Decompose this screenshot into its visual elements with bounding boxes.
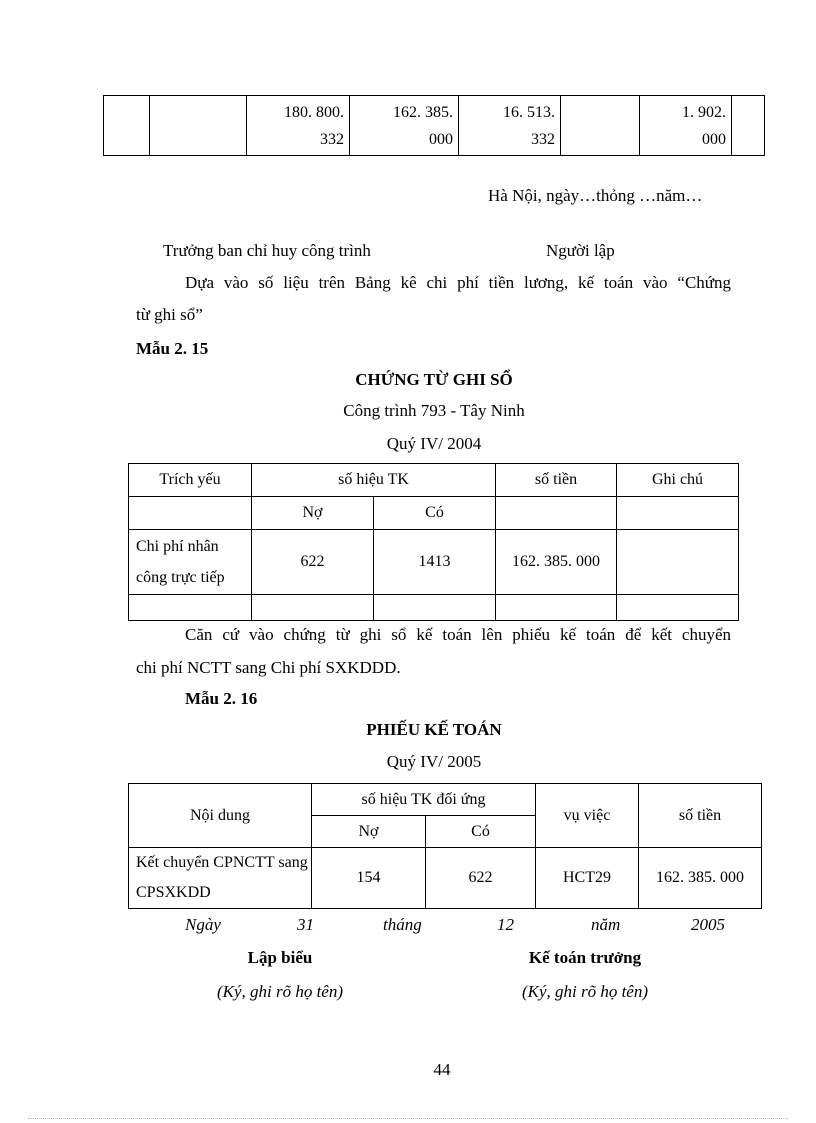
place-date: Hà Nội, ngày…thỏng …năm… [488,186,703,205]
header-credit: Có [426,816,536,848]
cell-total: 180. 800. 332 [247,96,350,156]
header-note: Ghi chú [617,464,739,497]
form-215-title: CHỨNG TỪ GHI SỔ [355,370,513,389]
row-credit: 1413 [374,530,496,595]
header-amount: số tiền [496,464,617,497]
signer-preparer: Người lập [546,241,615,260]
signer-chief: Trưởng ban chỉ huy công trình [163,241,371,260]
blank-cell [129,595,252,621]
paragraph-1-line-2: từ ghi sổ” [136,305,203,324]
page-number: 44 [433,1060,451,1079]
row-note [617,530,739,595]
paragraph-2-line-2: chi phí NCTT sang Chi phí SXKDDD. [136,658,401,677]
header-account: số hiệu TK [252,464,496,497]
signer-compiler-note: (Ký, ghi rõ họ tên) [216,982,344,1001]
row-case: HCT29 [536,848,639,909]
summary-totals-table [103,95,765,156]
cell-0 [104,96,150,156]
signer-chief-accountant-note: (Ký, ghi rõ họ tên) [521,982,649,1001]
header-case: vụ việc [536,784,639,848]
page-footer-rule [28,1118,788,1119]
header-credit: Có [374,497,496,530]
cell-salary: 162. 385. 000 [350,96,459,156]
row-summary: Chi phí nhân công trực tiếp [129,530,252,595]
accounting-slip-table [128,783,762,909]
header-debit: Nợ [312,816,426,848]
signer-chief-accountant-title: Kế toán trưởng [528,948,642,967]
cell-1 [150,96,247,156]
blank-cell [129,497,252,530]
date-month-label: tháng [383,915,422,934]
cell-5 [561,96,640,156]
row-content: Kết chuyển CPNCTT sang CPSXKDD [129,848,312,909]
blank-cell [252,595,374,621]
row-amount: 162. 385. 000 [496,530,617,595]
blank-cell [496,595,617,621]
blank-cell [374,595,496,621]
header-content: Nội dung [129,784,312,848]
header-account: số hiệu TK đối ứng [312,784,536,816]
date-day: 31 [297,915,314,934]
header-amount: số tiền [639,784,762,848]
cell-bonus: 1. 902. 000 [640,96,732,156]
row-debit: 154 [312,848,426,909]
cell-extra: 16. 513. 332 [459,96,561,156]
form-215-subtitle: Công trình 793 - Tây Ninh [343,401,525,420]
blank-cell [496,497,617,530]
paragraph-2-line-1: Căn cứ vào chứng từ ghi sổ kế toán lên phiếu kế toán để kết chuyển [185,625,731,644]
header-summary: Trích yếu [129,464,252,497]
form-215-period: Quý IV/ 2004 [386,434,482,453]
date-year: 2005 [691,915,725,934]
voucher-table [128,463,739,621]
signer-compiler-title: Lập biểu [247,948,313,967]
header-debit: Nợ [252,497,374,530]
paragraph-1-line-1: Dựa vào số liệu trên Bảng kê chi phí tiền lương, kế toán vào “Chứng [185,273,731,292]
form-215-label: Mẫu 2. 15 [136,339,209,358]
date-day-label: Ngày [185,915,221,934]
row-debit: 622 [252,530,374,595]
date-month: 12 [497,915,514,934]
form-216-period: Quý IV/ 2005 [386,752,482,771]
date-year-label: năm [591,915,621,934]
form-216-label: Mẫu 2. 16 [185,689,258,708]
row-amount: 162. 385. 000 [639,848,762,909]
cell-7 [732,96,765,156]
blank-cell [617,497,739,530]
row-credit: 622 [426,848,536,909]
blank-cell [617,595,739,621]
form-216-title: PHIẾU KẾ TOÁN [366,720,502,739]
